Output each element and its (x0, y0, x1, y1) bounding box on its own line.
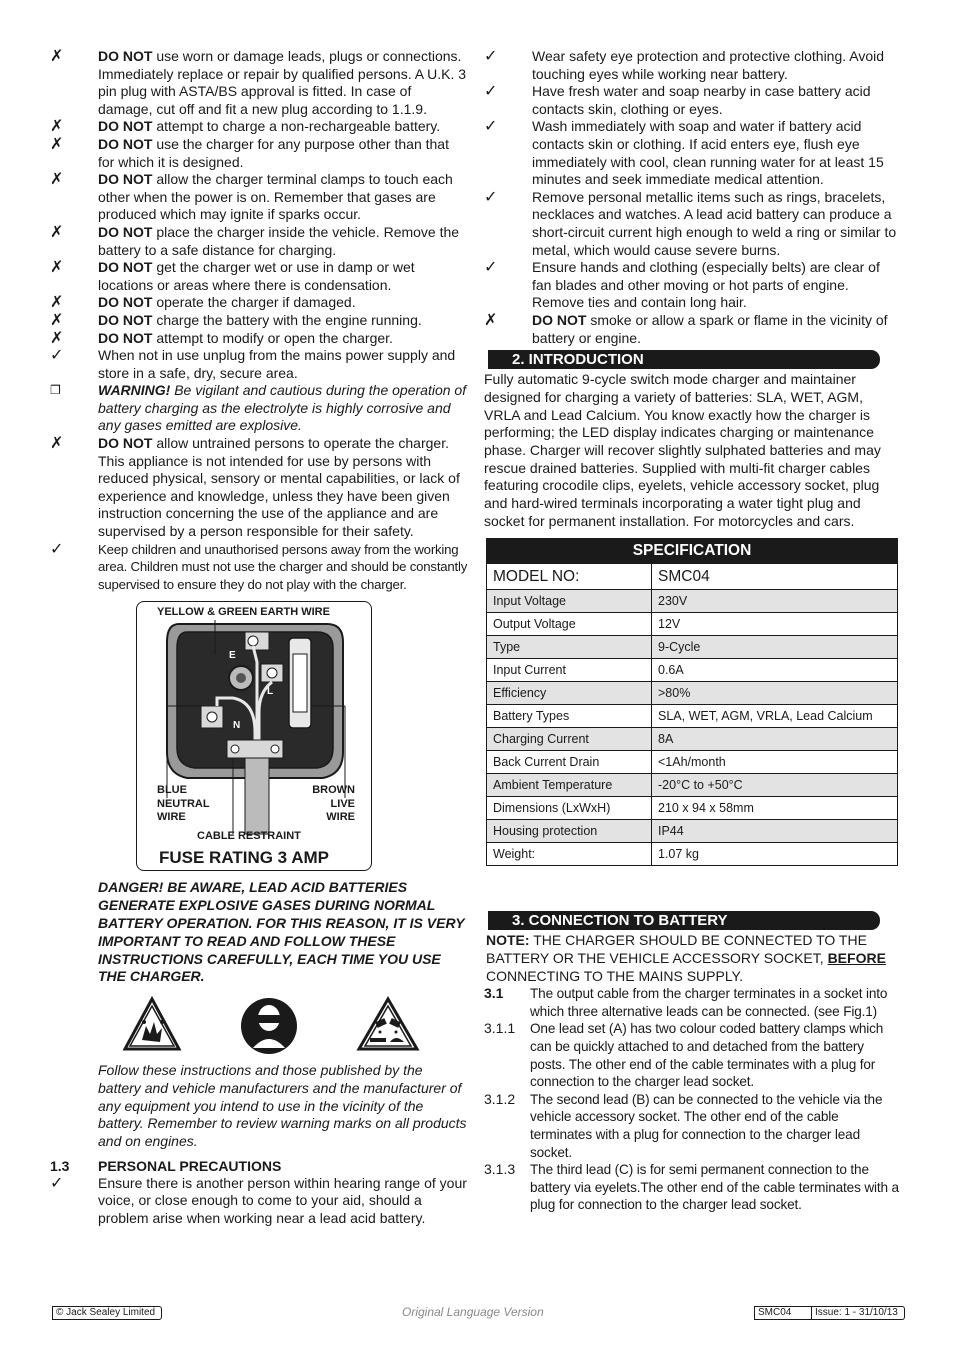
list-item: ✗ DO NOT attempt to charge a non-rechargeable battery. (50, 118, 441, 136)
list-item: ✗ DO NOT use the charger for any purpose other than that for which it is designed. (50, 135, 449, 170)
spec-row: Housing protection IP44 (487, 820, 898, 843)
connection-heading: 3. CONNECTION TO BATTERY (488, 911, 880, 930)
warning-item (50, 382, 468, 435)
list-item: ✗ DO NOT use worn or damage leads, plugs or connections. Immediately replace or repair by qualified persons. A U.K. 3 pin plug with ASTA/BS approval is fitted. In case of damage, cut off and fit a new plug according to 1.1.9. (50, 48, 467, 117)
introduction-heading: 2. INTRODUCTION (488, 350, 880, 369)
spec-row: Efficiency >80% (487, 682, 898, 705)
live-wire-label: BROWN LIVE WIRE (312, 784, 355, 824)
explosive-hazard-icon (122, 996, 182, 1052)
list-item: ✓ Wear safety eye protection and protective clothing. Avoid touching eyes while working near battery. (484, 48, 885, 82)
spec-row: Dimensions (LxWxH) 210 x 94 x 58mm (487, 797, 898, 820)
spec-row: Charging Current 8A (487, 728, 898, 751)
safety-list (50, 48, 468, 382)
terminal-n-label: N (233, 720, 241, 732)
connection-step: 3.1.3 The third lead (C) is for semi permanent connection to the battery via eyelets.The other end of the cable terminates with a plug for connection to the charger lead socket. (484, 1161, 899, 1213)
terminal-l-label: L (267, 686, 274, 698)
spec-row: Battery Types SLA, WET, AGM, VRLA, Lead Calcium (487, 705, 898, 728)
spec-row: Input Current 0.6A (487, 659, 898, 682)
spec-row: Output Voltage 12V (487, 613, 898, 636)
personal-precaution-item: ✓ Ensure there is another person within hearing range of your voice, or close enough to come to your aid, should a problem arise when working near a lead acid battery. (50, 1174, 467, 1226)
precautions-list (484, 48, 900, 347)
safety-list-2 (50, 435, 468, 541)
list-item: ✓ When not in use unplug from the mains power supply and store in a safe, dry, secure area. (50, 347, 456, 381)
cross-icon: ✗ (50, 435, 64, 453)
tick-icon: ✓ (484, 259, 498, 277)
spec-row: Type 9-Cycle (487, 636, 898, 659)
tick-icon: ✓ (484, 188, 498, 206)
connection-step: 3.1.1 One lead set (A) has two colour coded battery clamps which can be quickly attached to and detached from the battery posts. The other end of the cable terminates with a plug for connection to the charger lead socket. (484, 1020, 884, 1090)
earth-wire-label: YELLOW & GREEN EARTH WIRE (157, 606, 330, 619)
introduction-text: Fully automatic 9-cycle switch mode charger and maintainer designed for charging a variety of batteries: SLA, WET, AGM, VRLA and Lead Calcium. You know exactly how the charger is performing; the LED display indicates charging or maintenance phase. Charger will recover slightly sulphated batteries and may rescue drained batteries. Supplied with multi-fit charger cables featuring crocodile clips, eyelets, vehicle accessory socket, plug and hard-wired terminals incorporating a water tight plug and socket for permanent installation. For motorcycles and cars. (484, 371, 881, 529)
list-item: ✗ DO NOT allow untrained persons to operate the charger. This appliance is not intended for use by persons with reduced physical, sensory or mental capabilities, or lack of experience and knowledge, unless they have been given instruction concerning the use of the appliance and are supervised by a person responsible for their safety. (50, 435, 460, 540)
specification-table (486, 538, 898, 866)
list-item: ✓ Remove personal metallic items such as rings, bracelets, necklaces and watches. A lead acid battery can produce a short-circuit current high enough to weld a ring or similar to metal, which would cause severe burns. (484, 188, 897, 258)
eye-protection-icon (239, 996, 299, 1056)
list-item: ✓ Ensure hands and clothing (especially belts) are clear of fan blades and other moving or hot parts of engine. Remove ties and contain long hair. (484, 259, 880, 311)
list-item: ✓ Have fresh water and soap nearby in case battery acid contacts skin, clothing or eyes. (484, 83, 871, 117)
tick-icon: ✓ (484, 48, 498, 65)
model-row: MODEL NO: SMC04 (487, 564, 898, 590)
plug-wiring-figure (136, 601, 372, 871)
list-item: ✗ DO NOT smoke or allow a spark or flame in the vicinity of battery or engine. (484, 311, 888, 346)
footer-copyright: © Jack Sealey Limited (52, 1306, 162, 1320)
list-item: ❒ WARNING! Be vigilant and cautious during the operation of battery charging as the electrolyte is highly corrosive and any gases emitted are explosive. (50, 382, 467, 434)
cross-icon: ✗ (484, 311, 498, 329)
specification-title: SPECIFICATION (487, 539, 898, 564)
connection-steps (484, 985, 900, 1214)
list-item: ✗ DO NOT charge the battery with the engine running. (50, 311, 422, 329)
list-item: ✗ DO NOT attempt to modify or open the charger. (50, 329, 393, 347)
cross-icon: ✗ (50, 329, 64, 347)
spec-row: Input Voltage 230V (487, 590, 898, 613)
list-item: ✗ DO NOT get the charger wet or use in damp or wet locations or areas where there is condensation. (50, 259, 415, 293)
spec-row: Ambient Temperature -20°C to +50°C (487, 774, 898, 797)
footer-issue: SMC04 Issue: 1 - 31/10/13 (754, 1306, 905, 1320)
tick-icon: ✓ (50, 347, 64, 365)
right-column (484, 48, 900, 1214)
cross-icon: ✗ (50, 259, 64, 277)
tick-icon: ✓ (484, 118, 498, 136)
cross-icon: ✗ (50, 118, 64, 136)
tick-icon: ✓ (50, 540, 64, 558)
list-item: ✗ DO NOT allow the charger terminal clamps to touch each other when the power is on. Remember that gases are produced which may ignite if sparks occur. (50, 171, 453, 223)
fuse-rating-label: FUSE RATING 3 AMP (159, 848, 330, 868)
personal-precautions-heading: 1.3 PERSONAL PRECAUTIONS (50, 1157, 282, 1174)
list-item: ✓ Wash immediately with soap and water if battery acid contacts skin or clothing. If acid enters eye, flush eye immediately with cool, clean running water for at least 15 minutes and seek immediate medical attention. (484, 118, 884, 188)
list-item: ✗ DO NOT place the charger inside the vehicle. Remove the battery to a safe distance for charging. (50, 223, 460, 258)
follow-instructions-text: Follow these instructions and those published by the battery and vehicle manufacturers and the manufacturer of any equipment you intend to use in the vicinity of the battery. Remember to review warning marks on all products and on engines. (98, 1062, 467, 1149)
footer-language: Original Language Version (402, 1305, 544, 1319)
cross-icon: ✗ (50, 48, 64, 65)
cable-restraint-label: CABLE RESTRAINT (197, 830, 301, 843)
cross-icon: ✗ (50, 311, 64, 329)
spec-row: Back Current Drain <1Ah/month (487, 751, 898, 774)
terminal-e-label: E (229, 650, 236, 662)
cross-icon: ✗ (50, 171, 64, 189)
cross-icon: ✗ (50, 294, 64, 312)
spec-row: Weight: 1.07 kg (487, 843, 898, 866)
connection-note: NOTE: THE CHARGER SHOULD BE CONNECTED TO THE BATTERY OR THE VEHICLE ACCESSORY SOCKET, BEFORE CONNECTING TO THE MAINS SUPPLY. (486, 932, 886, 984)
keep-children-item: ✓ Keep children and unauthorised persons away from the working area. Children must not use the charger and should be constantly supervised to ensure they do not play with the charger. (50, 540, 468, 592)
list-item: ✗ DO NOT operate the charger if damaged. (50, 294, 356, 312)
connection-step: 3.1.2 The second lead (B) can be connected to the vehicle via the vehicle accessory socket. The other end of the cable terminates with a plug for connection to the charger lead socket. (484, 1090, 883, 1160)
hazard-symbols (122, 996, 420, 1054)
checkbox-icon: ❒ (50, 383, 61, 398)
corrosive-hazard-icon (356, 996, 420, 1052)
cross-icon: ✗ (50, 135, 64, 153)
tick-icon: ✓ (484, 83, 498, 101)
cross-icon: ✗ (50, 223, 64, 241)
connection-step: 3.1 The output cable from the charger terminates in a socket into which three alternative leads can be connected. (see Fig.1) (484, 985, 888, 1019)
tick-icon: ✓ (50, 1174, 64, 1192)
left-column (50, 48, 468, 1227)
neutral-wire-label: BLUE NEUTRAL WIRE (157, 784, 210, 824)
danger-notice: DANGER! BE AWARE, LEAD ACID BATTERIES GENERATE EXPLOSIVE GASES DURING NORMAL BATTERY OPERATION. FOR THIS REASON, IT IS VERY IMPORTANT TO READ AND FOLLOW THESE INSTRUCTIONS CAREFULLY, EACH TIME YOU USE THE CHARGER. (98, 879, 465, 985)
